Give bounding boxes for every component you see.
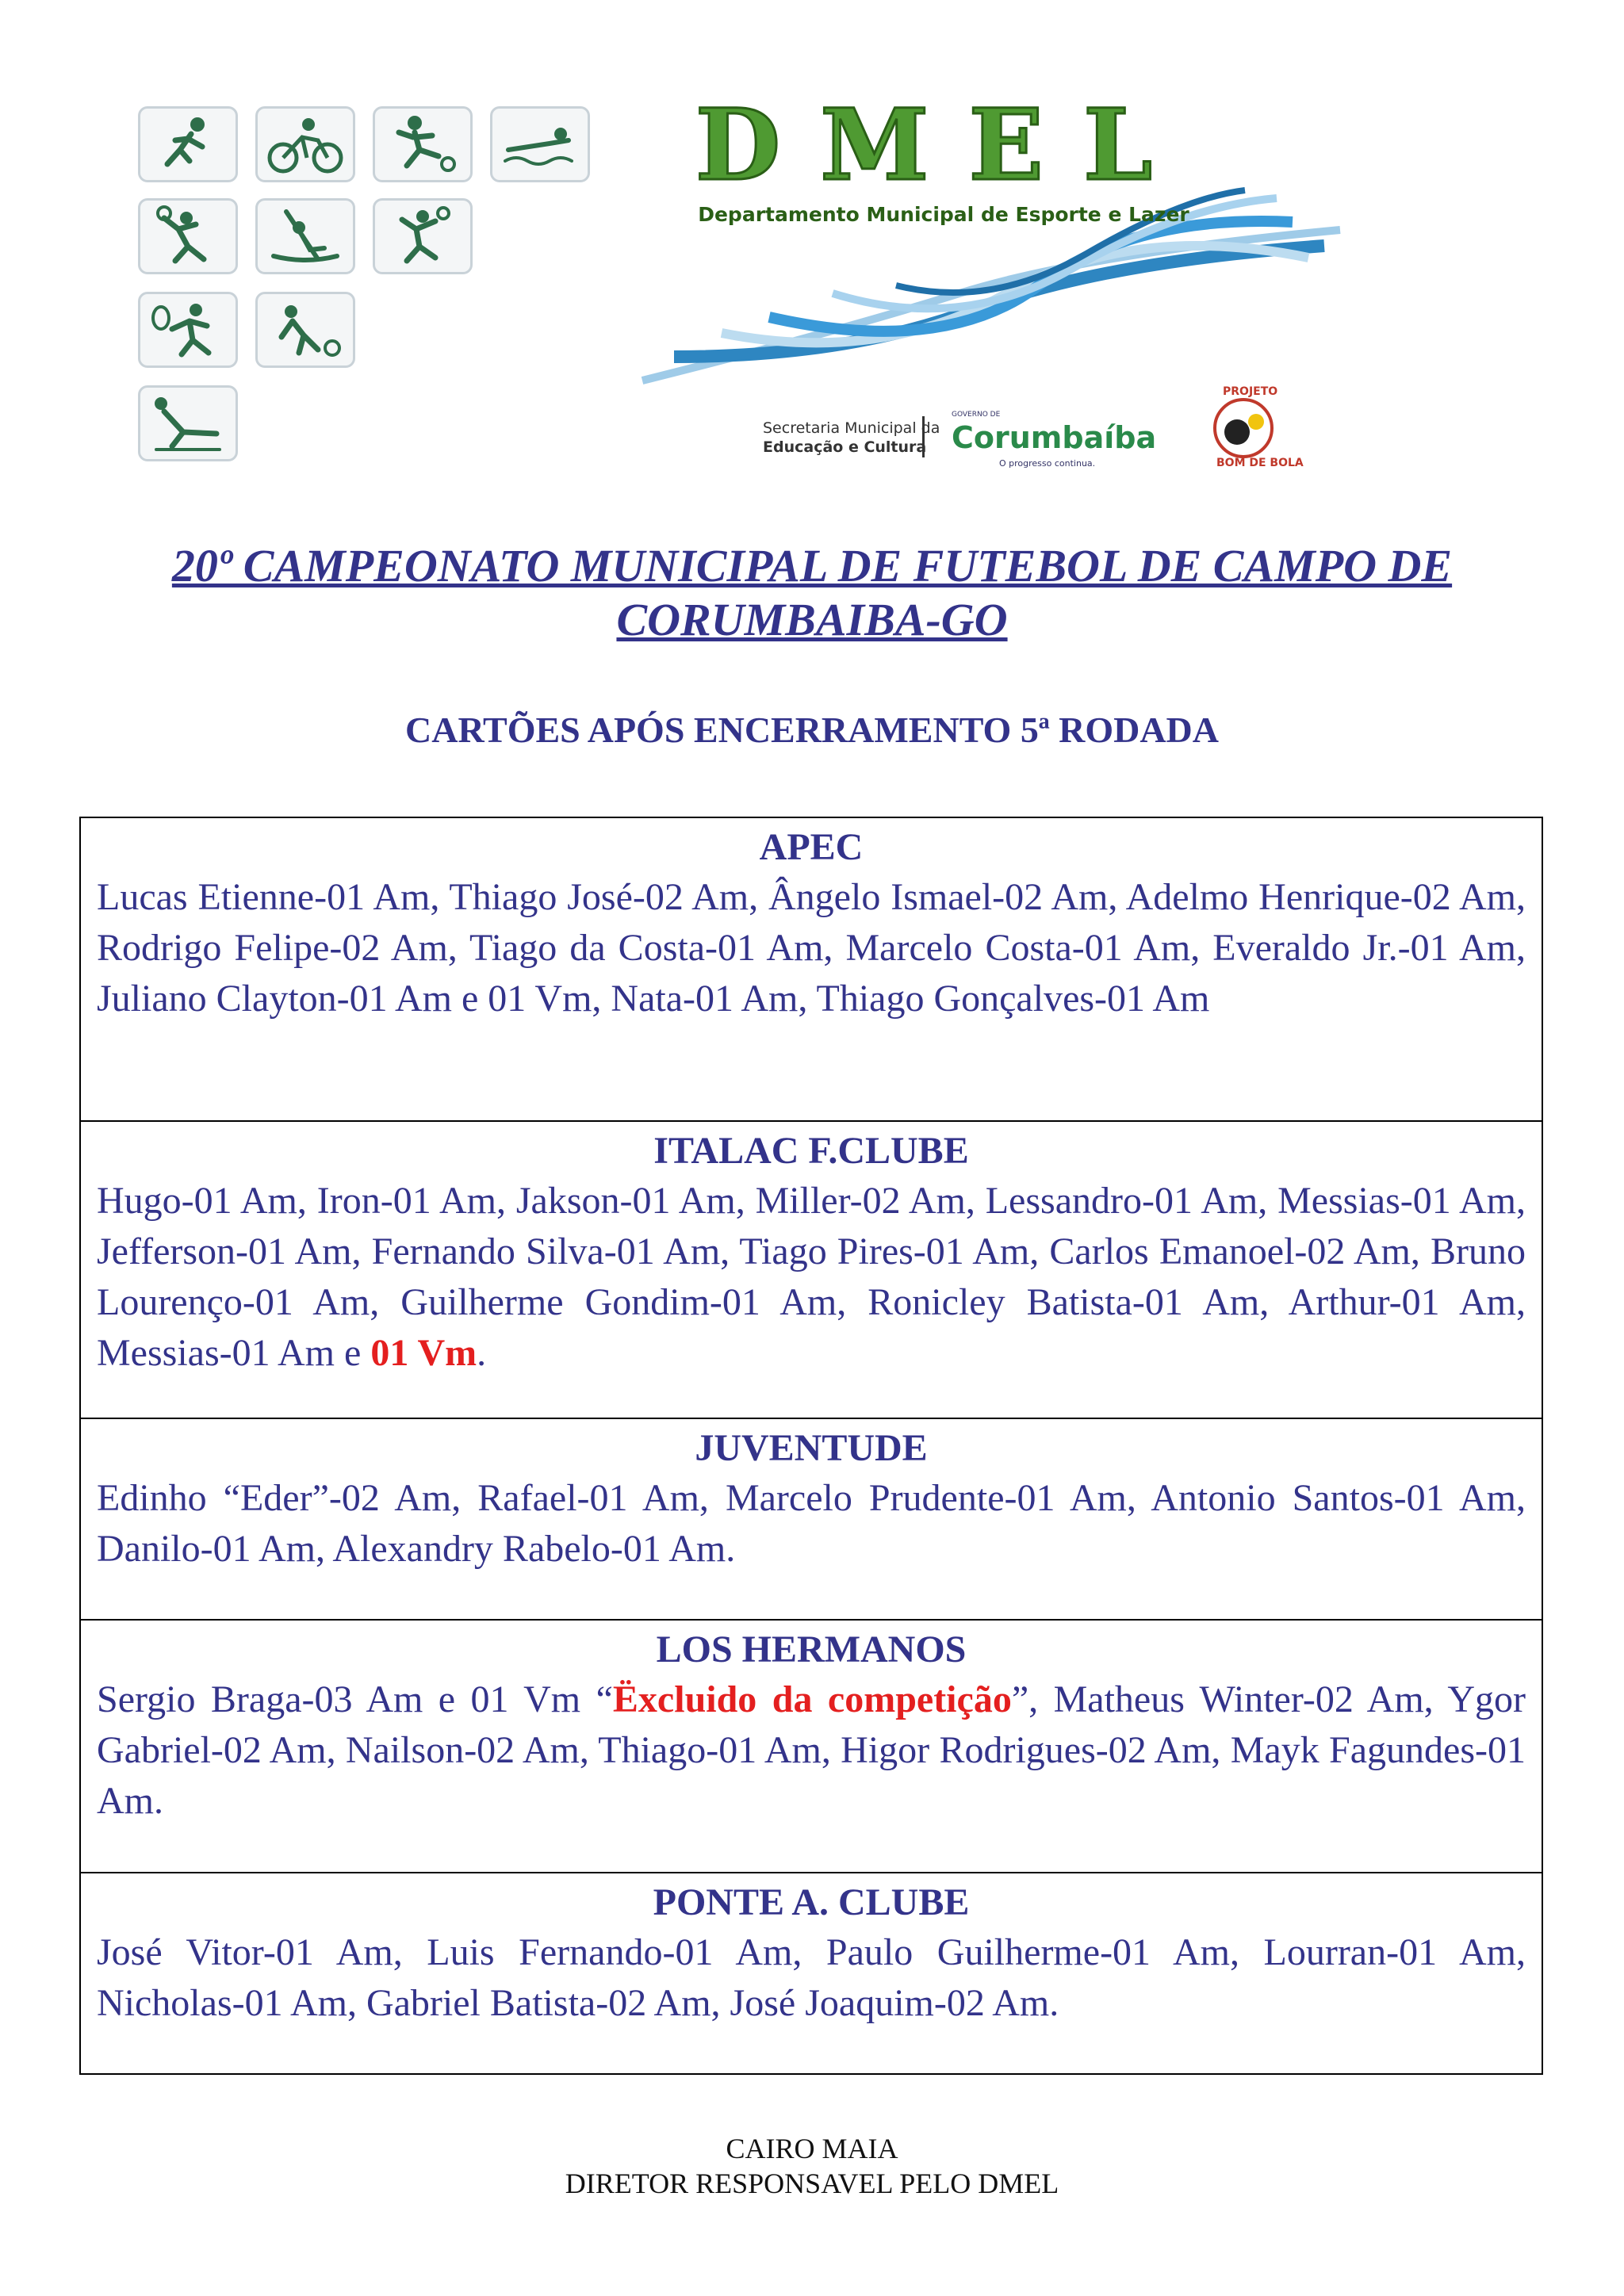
document-subtitle: CARTÕES APÓS ENCERRAMENTO 5ª RODADA <box>405 710 1219 750</box>
title-line1: 20º CAMPEONATO MUNICIPAL DE FUTEBOL DE CAMPO DE <box>171 540 1453 591</box>
players-text-after: ”, Matheus Winter-02 Am, Ygor Gabriel-02 Am, Nailson-02 Am, Thiago-01 Am, Higor Rodrigues-02 Am, Mayk Fagundes-01 Am. <box>97 1678 1526 1822</box>
team-box-apec <box>79 817 1543 1120</box>
secretaria-line1: Secretaria Municipal da <box>763 419 940 437</box>
swimming-icon <box>490 106 590 182</box>
signer-role: DIRETOR RESPONSAVEL PELO DMEL <box>565 2168 1059 2199</box>
dmel-logo <box>135 88 1364 476</box>
red-card-highlight: 01 Vm <box>370 1332 477 1374</box>
running-icon <box>138 106 238 182</box>
team-players <box>97 1674 1526 1827</box>
canoeing-icon <box>255 198 355 274</box>
city-slogan: O progresso continua. <box>999 458 1096 469</box>
judo-icon <box>138 385 238 461</box>
brand-block <box>626 88 1380 476</box>
signature-block <box>79 2131 1545 2201</box>
gov-label: GOVERNO DE <box>952 411 1001 419</box>
players-text: Sergio Braga-03 Am e 01 Vm “ <box>97 1678 613 1720</box>
team-name: LOS HERMANOS <box>656 1628 967 1670</box>
title-line2: CORUMBAIBA-GO <box>616 594 1008 645</box>
team-box-italac <box>79 1120 1543 1418</box>
team-players <box>97 1176 1526 1379</box>
team-box-los-hermanos <box>79 1619 1543 1872</box>
team-box-ponte <box>79 1872 1543 2075</box>
tennis-icon <box>138 292 238 368</box>
document-title <box>79 539 1545 647</box>
team-name: APEC <box>759 826 864 868</box>
volleyball-icon <box>138 198 238 274</box>
cycling-icon <box>255 106 355 182</box>
secretaria-line2: Educação e Cultura <box>763 438 927 456</box>
players-text-after: . <box>477 1332 487 1374</box>
bocce-icon <box>255 292 355 368</box>
exclusion-highlight: Ëxcluido da competição <box>612 1678 1012 1720</box>
signer-name: CAIRO MAIA <box>726 2133 898 2164</box>
team-box-juventude <box>79 1418 1543 1619</box>
players-text: Hugo-01 Am, Iron-01 Am, Jakson-01 Am, Miller-02 Am, Lessandro-01 Am, Messias-01 Am, Jefferson-01 Am, Fernando Silva-01 Am, Tiago Pires-01 Am, Carlos Emanoel-02 Am, Bruno Lourenço-01 Am, Guilherme Gondim-01 Am, Ronicley Batista-01 Am, Arthur-01 Am, Messias-01 Am e <box>97 1180 1526 1374</box>
team-players: Lucas Etienne-01 Am, Thiago José-02 Am, Ângelo Ismael-02 Am, Adelmo Henrique-02 Am, Rodrigo Felipe-02 Am, Tiago da Costa-01 Am, Marcelo Costa-01 Am, Everaldo Jr.-01 Am, Juliano Clayton-01 Am e 01 Vm, Nata-01 Am, Thiago Gonçalves-01 Am <box>97 876 1526 1020</box>
city-logo: Corumbaíba <box>952 420 1157 455</box>
team-players: Edinho “Eder”-02 Am, Rafael-01 Am, Marcelo Prudente-01 Am, Antonio Santos-01 Am, Danilo-01 Am, Alexandry Rabelo-01 Am. <box>97 1477 1526 1570</box>
brand-acronym: DMEL <box>695 88 1193 203</box>
team-players: José Vitor-01 Am, Luis Fernando-01 Am, Paulo Guilherme-01 Am, Lourran-01 Am, Nicholas-01 Am, Gabriel Batista-02 Am, José Joaquim-02 Am. <box>97 1931 1526 2024</box>
team-name: ITALAC F.CLUBE <box>653 1130 969 1172</box>
project-name: BOM DE BOLA <box>1216 457 1304 469</box>
handball-icon <box>373 198 473 274</box>
team-name: PONTE A. CLUBE <box>653 1881 970 1923</box>
team-name: JUVENTUDE <box>695 1427 928 1469</box>
soccer-icon <box>373 106 473 182</box>
brand-department: Departamento Municipal de Esporte e Lazer <box>698 203 1189 226</box>
project-word: PROJETO <box>1223 385 1278 398</box>
